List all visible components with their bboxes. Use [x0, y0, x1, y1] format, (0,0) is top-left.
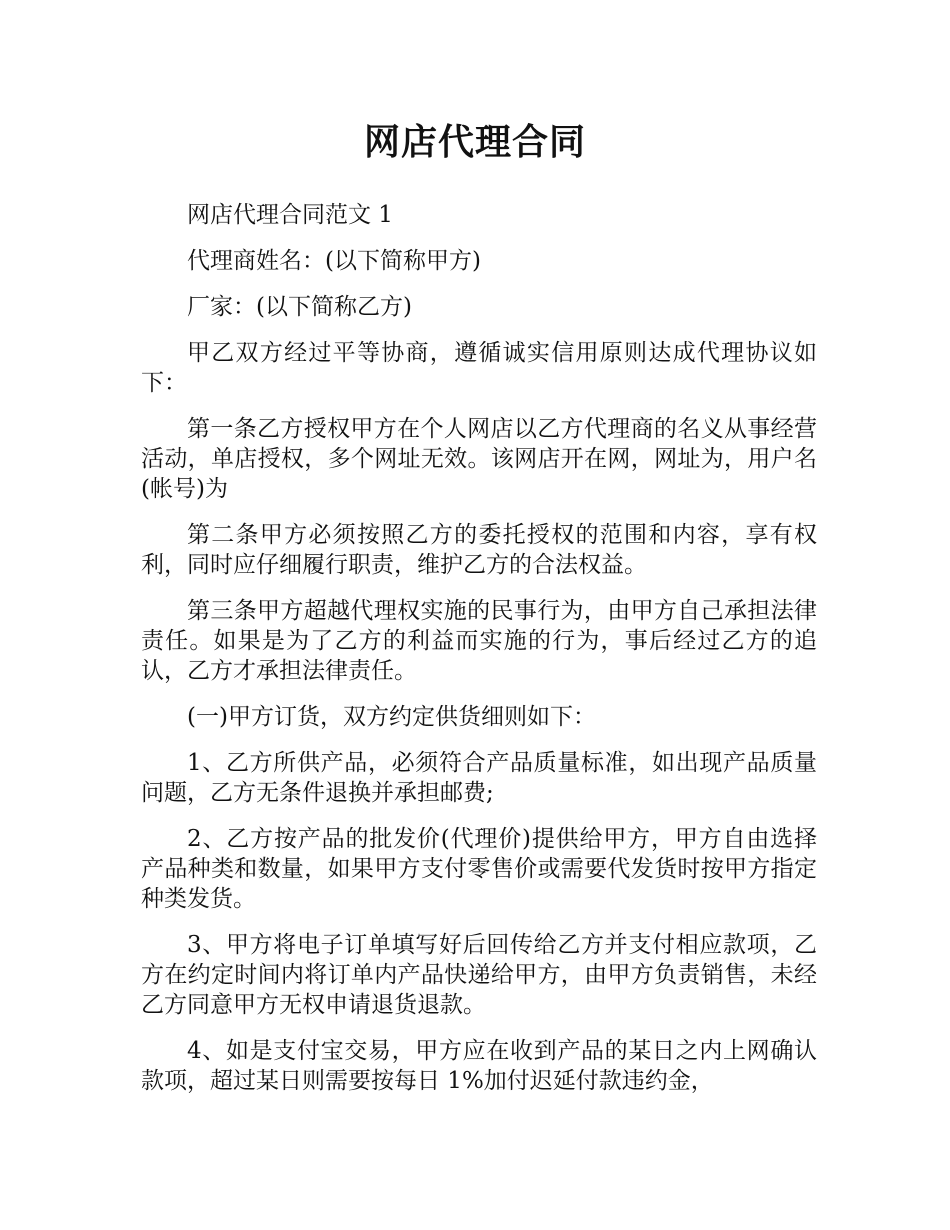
paragraph-clause-3: 3、甲方将电子订单填写好后回传给乙方并支付相应款项，乙方在约定时间内将订单内产品快递给甲方，由甲方负责销售，未经乙方同意甲方无权申请退货退款。: [141, 932, 817, 1018]
paragraph-section-ordering: (一)甲方订货，双方约定供货细则如下：: [187, 704, 596, 730]
paragraph-agreement-intro: 甲乙双方经过平等协商，遵循诚实信用原则达成代理协议如下：: [141, 340, 817, 396]
paragraph-agent-name: 代理商姓名：(以下简称甲方): [187, 248, 481, 274]
document-body: [141, 200, 817, 1112]
paragraph-clause-1: 1、乙方所供产品，必须符合产品质量标准，如出现产品质量问题，乙方无条件退换并承担邮费;: [141, 750, 817, 806]
paragraph-article-1: 第一条乙方授权甲方在个人网店以乙方代理商的名义从事经营活动，单店授权，多个网址无效。该网店开在网，网址为，用户名(帐号)为: [141, 416, 817, 502]
paragraph-sample-heading: 网店代理合同范文 1: [187, 202, 393, 228]
paragraph-manufacturer: 厂家：(以下简称乙方): [187, 294, 412, 320]
paragraph-clause-2: 2、乙方按产品的批发价(代理价)提供给甲方，甲方自由选择产品种类和数量，如果甲方支付零售价或需要代发货时按甲方指定种类发货。: [141, 826, 817, 912]
paragraph-article-3: 第三条甲方超越代理权实施的民事行为，由甲方自己承担法律责任。如果是为了乙方的利益而实施的行为，事后经过乙方的追认，乙方才承担法律责任。: [141, 598, 817, 684]
paragraph-article-2: 第二条甲方必须按照乙方的委托授权的范围和内容，享有权利，同时应仔细履行职责，维护乙方的合法权益。: [141, 522, 817, 578]
document-title: 网店代理合同: [363, 122, 586, 163]
paragraph-clause-4: 4、如是支付宝交易，甲方应在收到产品的某日之内上网确认款项，超过某日则需要按每日 1%加付迟延付款违约金，: [141, 1038, 817, 1094]
